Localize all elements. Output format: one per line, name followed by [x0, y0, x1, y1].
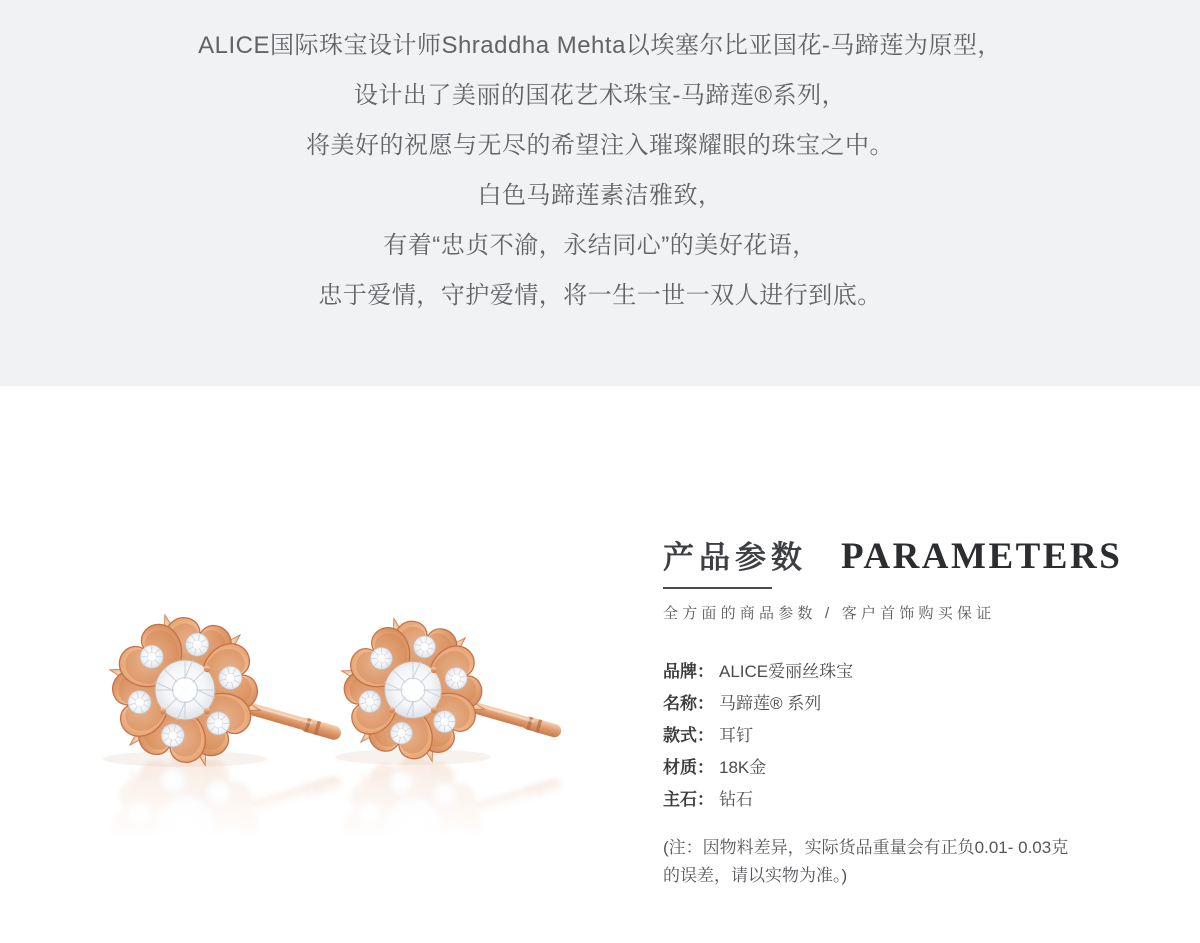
- intro-line-4: 白色马蹄莲素洁雅致，: [477, 182, 723, 209]
- parameter-value: 18K金: [719, 758, 767, 777]
- parameter-label: 名称：: [663, 694, 714, 713]
- product-photo: [55, 550, 645, 920]
- intro-section: [0, 0, 1200, 386]
- parameters-title-cn: 产品参数: [663, 540, 807, 575]
- parameters-list: [663, 656, 1141, 816]
- parameter-row-brand: [663, 656, 1141, 688]
- parameter-row-stone: [663, 784, 1141, 816]
- parameter-value: 耳钉: [719, 726, 753, 745]
- parameter-row-style: [663, 720, 1141, 752]
- disclaimer-line-1: (注：因物料差异，实际货品重量会有正负0.01- 0.03克: [663, 838, 1069, 857]
- parameter-label: 材质：: [663, 758, 714, 777]
- intro-line-3: 将美好的祝愿与无尽的希望注入璀璨耀眼的珠宝之中。: [306, 132, 894, 159]
- intro-line-2: 设计出了美丽的国花艺术珠宝-马蹄莲®系列，: [353, 82, 847, 109]
- parameter-row-material: [663, 752, 1141, 784]
- disclaimer-note: [663, 834, 1141, 890]
- parameter-label: 主石：: [663, 790, 714, 809]
- intro-line-6: 忠于爱情，守护爱情，将一生一世一双人进行到底。: [318, 282, 882, 309]
- earring-left: [108, 613, 343, 768]
- parameter-value: 钻石: [719, 790, 753, 809]
- title-underline: [663, 587, 772, 589]
- intro-line-5: 有着“忠贞不渝，永结同心”的美好花语，: [383, 232, 817, 259]
- parameter-label: 款式：: [663, 726, 714, 745]
- parameters-title-en: PARAMETERS: [841, 536, 1123, 577]
- earring-reflections: [108, 749, 563, 904]
- parameters-section: [663, 532, 1141, 890]
- parameters-subtitle: 全方面的商品参数 / 客户首饰购买保证: [663, 605, 996, 622]
- intro-line-1: ALICE国际珠宝设计师Shraddha Mehta以埃塞尔比亚国花-马蹄莲为原型，: [198, 32, 1002, 59]
- parameter-row-name: [663, 688, 1141, 720]
- parameter-label: 品牌：: [663, 662, 714, 681]
- earrings-image: [55, 550, 645, 920]
- parameter-value: ALICE爱丽丝珠宝: [719, 662, 854, 681]
- parameters-heading: [663, 532, 1141, 578]
- parameter-value: 马蹄莲® 系列: [719, 694, 822, 713]
- disclaimer-line-2: 的误差，请以实物为准。): [663, 866, 848, 885]
- earring-right: [339, 616, 562, 763]
